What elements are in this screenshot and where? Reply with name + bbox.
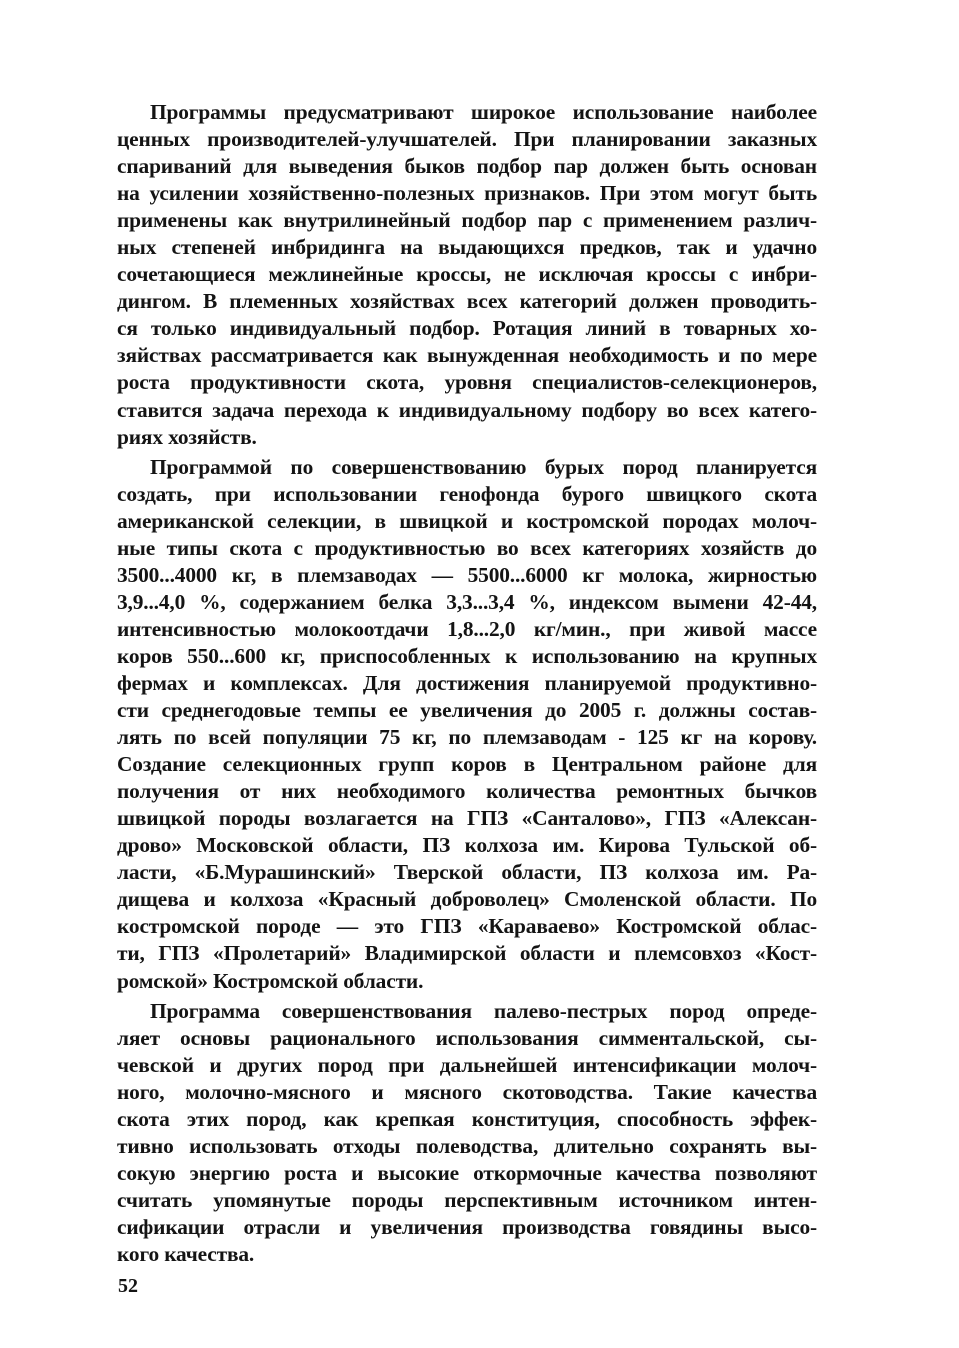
text-line: на усилении хозяйственно-полезных признаков. При этом могут быть — [117, 181, 817, 206]
text-line: сификации отрасли и увеличения производства говядины высо- — [117, 1214, 817, 1239]
text-line: дрово» Московской области, ПЗ колхоза им. Кирова Тульской об- — [117, 833, 817, 858]
text-line: американской селекции, в швицкой и костромской породах молоч- — [117, 508, 817, 533]
text-line: ные типы скота с продуктивностью во всех категориях хозяйств до — [117, 535, 817, 560]
text-line: сочетающиеся межлинейные кроссы, не исключая кроссы с инбри- — [117, 262, 817, 287]
text-line: ти, ГПЗ «Пролетарий» Владимирской области и племсовхоз «Кост- — [117, 941, 817, 966]
paragraph-3 — [117, 998, 817, 1268]
text-line: ся только индивидуальный подбор. Ротация линий в товарных хо- — [117, 316, 817, 341]
text-line: чевской и других пород при дальнейшей интенсификации молоч- — [117, 1052, 817, 1077]
text-line: сти среднегодовые темпы ее увеличения до 2005 г. должны состав- — [117, 698, 817, 723]
text-line: Программа совершенствования палево-пестрых пород опреде- — [150, 998, 817, 1023]
text-line: Создание селекционных групп коров в Центральном районе для — [117, 752, 817, 777]
text-line: 3,9...4,0 %, содержанием белка 3,3...3,4 %, индексом вымени 42-44, — [117, 589, 817, 614]
text-line: риях хозяйств. — [117, 424, 257, 449]
text-line: тивно использовать отходы полеводства, длительно сохранять вы- — [117, 1133, 817, 1158]
text-line: ромской» Костромской области. — [117, 968, 424, 993]
text-line: дингом. В племенных хозяйствах всех категорий должен проводить- — [117, 289, 817, 314]
text-line: ляет основы рационального использования симментальской, сы- — [117, 1025, 817, 1050]
text-line: скота этих пород, как крепкая конституция, способность эффек- — [117, 1106, 817, 1131]
text-line: фермах и комплексах. Для достижения планируемой продуктивно- — [117, 670, 817, 695]
text-line: ного, молочно-мясного и мясного скотоводства. Такие качества — [117, 1079, 817, 1104]
text-line: ценных производителей-улучшателей. При планировании заказных — [117, 127, 817, 152]
text-line: Программы предусматривают широкое использование наиболее — [150, 100, 817, 124]
text-line: костромской породе — это ГПЗ «Караваево» Костромской облас- — [117, 914, 817, 939]
page-number: 52 — [118, 1275, 138, 1297]
text-line: роста продуктивности скота, уровня специалистов-селекционеров, — [117, 370, 817, 395]
text-line: ных степеней инбридинга на выдающихся предков, так и удачно — [117, 235, 817, 260]
text-line: швицкой породы возлагается на ГПЗ «Санталово», ГПЗ «Алексан- — [117, 806, 817, 831]
page-text — [117, 99, 817, 1271]
text-line: сокую энергию роста и высокие откормочные качества позволяют — [117, 1160, 817, 1185]
text-line: создать, при использовании генофонда бурого швицкого скота — [117, 481, 817, 506]
text-line: ласти, «Б.Мурашинский» Тверской области, ПЗ колхоза им. Ра- — [117, 860, 817, 885]
text-line: лять по всей популяции 75 кг, по племзаводам - 125 кг на корову. — [117, 725, 817, 750]
text-line: спариваний для выведения быков подбор пар должен быть основан — [117, 154, 817, 179]
text-line: коров 550...600 кг, приспособленных к использованию на крупных — [117, 643, 817, 668]
text-line: кого качества. — [117, 1241, 255, 1266]
text-line: применены как внутрилинейный подбор пар с применением различ- — [117, 208, 817, 233]
text-line: считать упомянутые породы перспективным источником интен- — [117, 1187, 817, 1212]
text-line: ставится задача перехода к индивидуальному подбору во всех катего- — [117, 397, 817, 422]
paragraph-2 — [117, 454, 817, 995]
text-line: дищева и колхоза «Красный доброволец» Смоленской области. По — [117, 887, 817, 912]
text-line: зяйствах рассматривается как вынужденная необходимость и по мере — [117, 343, 817, 368]
text-line: интенсивностью молокоотдачи 1,8...2,0 кг/мин., при живой массе — [117, 616, 817, 641]
paragraph-1 — [117, 99, 817, 451]
text-line: Программой по совершенствованию бурых пород планируется — [150, 454, 817, 479]
text-line: получения от них необходимого количества ремонтных бычков — [117, 779, 817, 804]
text-line: 3500...4000 кг, в племзаводах — 5500...6000 кг молока, жирностью — [117, 562, 817, 587]
